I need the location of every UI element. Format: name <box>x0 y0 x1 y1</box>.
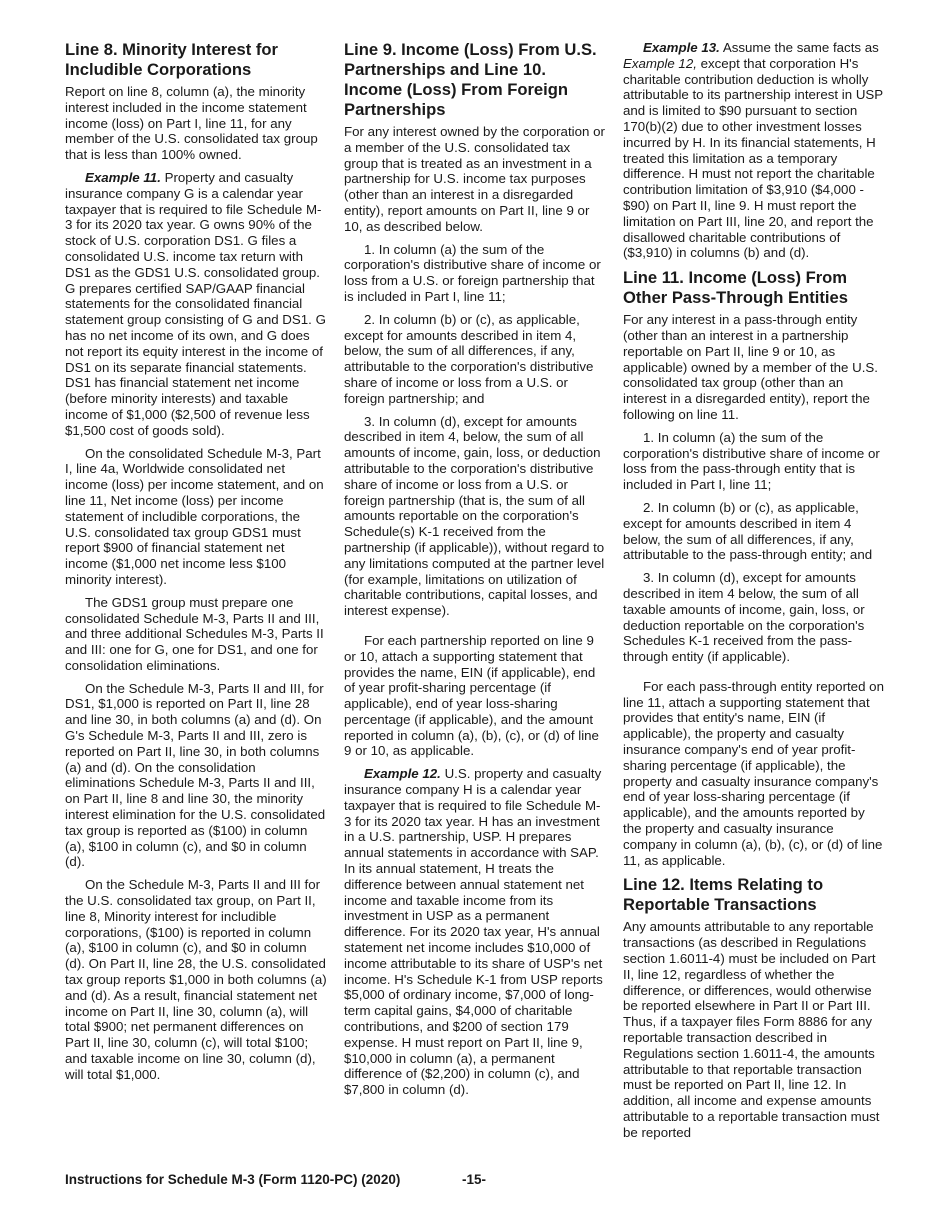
paragraph: For any interest owned by the corporation or a member of the U.S. consolidated tax group that is treated as an investment in a partnership for U.S. income tax purposes (other than an interest in a disregarded entity), report amounts on Part II, line 9 or 10, as described below. <box>344 124 605 234</box>
list-item: 3. In column (d), except for amounts described in item 4, below, the sum of all amounts of income, gain, loss, or deduction attributable to the corporation's distributive share of income or loss from a U.S. or foreign partnership (that is, the sum of all amounts reportable on the corporation's Schedule(s) K-1 received from the partnership (if applicable)), without regard to any limitations computed at the partner level (for example, limitations on utilization of charitable contributions, capital losses, and interest expense). <box>344 413 605 619</box>
column-1 <box>65 40 327 1090</box>
list-item: 3. In column (d), except for amounts described in item 4 below, the sum of all taxable amounts of income, gain, loss, or deduction reportable on the corporation's Schedules K-1 received from the pass-through entity (if applicable). <box>623 570 865 665</box>
example-11 <box>65 170 327 439</box>
footer-title: Instructions for Schedule M-3 (Form 1120-PC) (2020) <box>65 1172 401 1187</box>
paragraph: For each pass-through entity reported on line 11, attach a supporting statement that provides that entity's name, EIN (if applicable), the property and casualty insurance company's end of year profit-sharing percentage (if applicable), the property and casualty insurance company's end of year loss-sharing percentage (if applicable), and the amounts reported by the property and casualty insurance company in column (a), (b), (c), or (d) of line 11, as applicable. <box>623 678 884 868</box>
heading-line-11: Line 11. Income (Loss) From Other Pass-Through Entities <box>623 268 848 308</box>
list-item: 2. In column (b) or (c), as applicable, except for amounts described in item 4, below, the sum of all differences, if any, attributable to the corporation's distributive share of income or loss from a U.S. or foreign partnership; and <box>344 311 594 406</box>
paragraph: For any interest in a pass-through entity (other than an interest in a partnership reportable on Part II, line 9 or 10, as applicable) owned by a member of the U.S. consolidated tax group (other than an interest in a disregarded entity), report the following on line 11. <box>623 312 878 422</box>
paragraph: Any amounts attributable to any reportable transactions (as described in Regulations section 1.6011-4) must be included on Part II, line 12, regardless of whether the difference, or differences, would otherwise be reported elsewhere in Part II or Part III. Thus, if a taxpayer files Form 8886 for any reportable transaction described in Regulations section 1.6011-4, the amounts attributable to that reportable transaction must be reported on Part II, line 12. In addition, all income and expense amounts attributable to a reportable transaction must be reported <box>623 919 880 1140</box>
list-item: 1. In column (a) the sum of the corporation's distributive share of income or loss from the pass-through entity that is included in Part I, line 11; <box>623 429 880 493</box>
paragraph: On the Schedule M-3, Parts II and III, for DS1, $1,000 is reported on Part II, line 28 and line 30, in both columns (a) and (d). On G's Schedule M-3, Parts II and III, zero is reported on Part II, line 30, in both columns (a) and (d). On the consolidation eliminations Schedule M-3, Parts II and III, on Part II, line 8 and line 30, the minority interest elimination for the U.S. consolidated tax group is reported as ($100) in column (a), $100 in column (c), and $0 in column (d). <box>65 680 326 870</box>
example-text: Assume the same facts as <box>719 40 879 55</box>
example-13 <box>623 40 885 261</box>
paragraph: The GDS1 group must prepare one consolidated Schedule M-3, Parts II and III, and three additional Schedules M-3, Parts II and III: one for G, one for DS1, and one for consolidation eliminations. <box>65 594 324 673</box>
paragraph: On the Schedule M-3, Parts II and III for the U.S. consolidated tax group, on Part II, line 8, Minority interest for includible corporations, ($100) is reported in column (a), $100 in column (c), and $0 in column (d). On Part II, line 28, the U.S. consolidated tax group reports $1,000 in both columns (a) and (d). As a result, financial statement net income on Part II, line 30, column (a), will total $900; net permanent differences on Part II, line 30, column (c), will total $100; and taxable income on line 30, column (d), will total $1,000. <box>65 877 327 1082</box>
heading-line-12: Line 12. Items Relating to Reportable Transactions <box>623 875 824 915</box>
example-reference: Example 12, <box>623 55 697 71</box>
paragraph: On the consolidated Schedule M-3, Part I, line 4a, Worldwide consolidated net income (loss) per income statement, and on line 11, Net income (loss) per income statement of includible corporations, the U.S. consolidated tax group GDS1 must report $900 of financial statement net income ($1,000 net income less $100 minority interest). <box>65 445 324 587</box>
example-label: Example 12. <box>364 766 441 782</box>
column-3 <box>623 40 885 1148</box>
paragraph: For each partnership reported on line 9 or 10, attach a supporting statement that provides the name, EIN (if applicable), end of year profit-sharing percentage (if applicable), end of year loss-sharing percentage (if applicable), and the amount reported in column (a), (b), (c), or (d) of line 9 or 10, as applicable. <box>344 632 599 759</box>
list-item: 2. In column (b) or (c), as applicable, except for amounts described in item 4 below, the sum of all differences, if any, attributable to the pass-through entity; and <box>623 499 873 563</box>
paragraph: Report on line 8, column (a), the minority interest included in the income statement income (loss) on Part I, line 11, for any member of the U.S. consolidated tax group that is less than 100% owned. <box>65 84 318 163</box>
example-text: U.S. property and casualty insurance company H is a calendar year taxpayer that is required to file Schedule M-3 for its 2020 tax year. H has an investment in a U.S. partnership, USP. H prepares annual statements in accordance with SAP. In its annual statement, H treats the difference between annual statement net income and taxable income from its investment in USP as a permanent difference. For its 2020 tax year, H's annual statement net income includes $10,000 of income attributable to its share of USP's net income. H's Schedule K-1 from USP reports $5,000 of ordinary income, $7,000 of long-term capital gains, $4,000 of charitable contributions, and $200 of section 179 expense. H must report on Part II, line 9, $10,000 in column (a), a permanent difference of ($2,200) in column (c), and $7,800 in column (d). <box>344 766 603 1098</box>
example-label: Example 13. <box>643 40 720 55</box>
example-text: except that corporation H's charitable contribution deduction is wholly attributable to its partnership interest in USP and is limited to $90 pursuant to section 170(b)(2) due to other investment losses incurred by H. In its financial statements, H treated this limitation as a temporary difference. H must not report the charitable contribution limitation of $3,910 ($4,000 - $90) on Part II, line 9. H must report the limitation on Part III, line 20, and report the disallowed charitable contributions of ($3,910) in columns (b) and (d). <box>623 55 883 261</box>
page-footer <box>65 1172 487 1187</box>
column-2 <box>344 40 606 1105</box>
heading-line-8: Line 8. Minority Interest for Includible Corporations <box>65 40 278 79</box>
page-number: -15- <box>462 1172 487 1187</box>
list-item: 1. In column (a) the sum of the corporation's distributive share of income or loss from a U.S. or foreign partnership that is included in Part I, line 11; <box>344 241 601 304</box>
example-label: Example 11. <box>85 169 161 185</box>
example-text: Property and casualty insurance company G is a calendar year taxpayer that is required to file Schedule M-3 for its 2020 tax year. G owns 90% of the stock of U.S. corporation DS1. G files a consolidated U.S. income tax return with DS1 as the GDS1 U.S. consolidated group. G prepares certified SAP/GAAP financial statements for the consolidated financial statement group consisting of G and DS1. G has no net income of its own, and G does not report its equity interest in the income of DS1 on its separate financial statements. DS1 has financial statement net income (before minority interests) and taxable income of $1,000 ($2,500 of revenue less $1,500 cost of goods sold). <box>65 169 326 438</box>
heading-line-9-10: Line 9. Income (Loss) From U.S. Partnerships and Line 10. Income (Loss) From Foreign Partnerships <box>344 40 597 119</box>
example-12 <box>344 766 606 1098</box>
